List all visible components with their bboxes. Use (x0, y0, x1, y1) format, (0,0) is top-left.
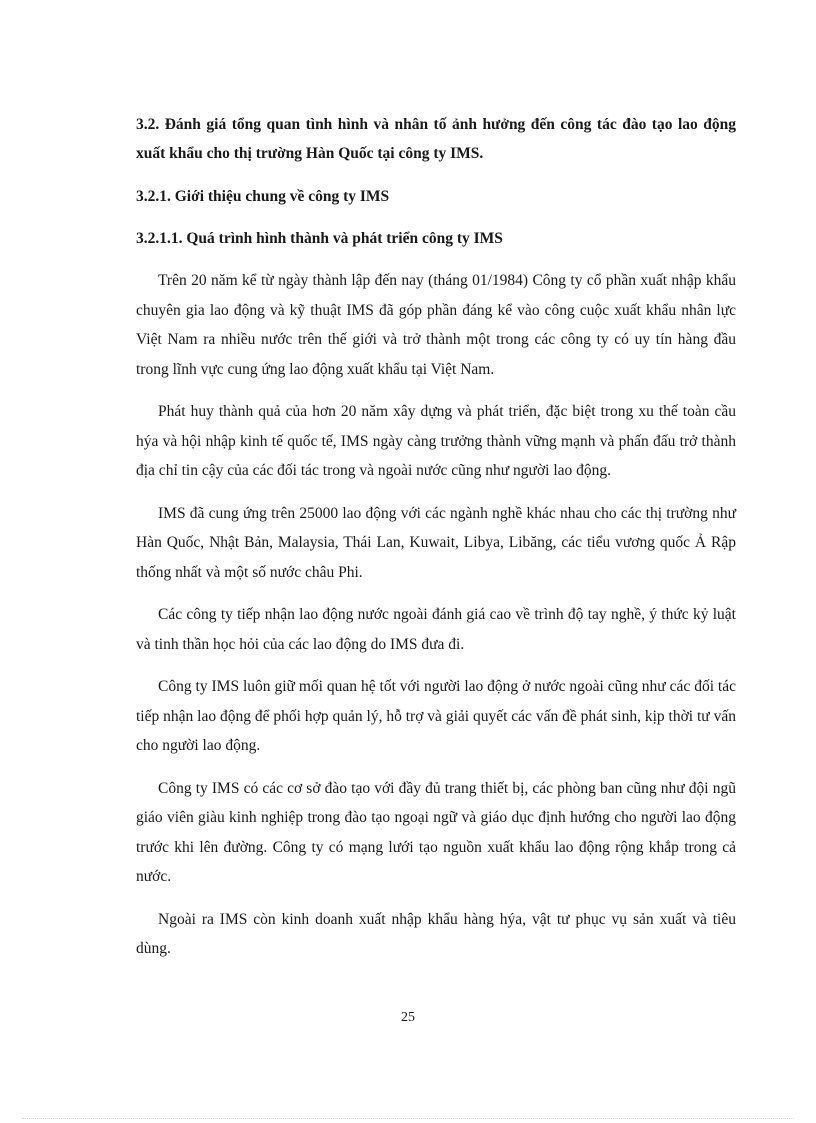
paragraph-trade: Ngoài ra IMS còn kinh doanh xuất nhập khẩu hàng hýa, vật tư phục vụ sản xuất và tiêu dùng. (136, 910, 736, 957)
paragraph-relations: Công ty IMS luôn giữ mối quan hệ tốt với người lao động ở nước ngoài cũng như các đối tác tiếp nhận lao động để phối hợp quản lý, hỗ trợ và giải quyết các vấn đề phát sinh, kịp thời tư vấn cho người lao động. (136, 678, 736, 754)
page-content (136, 110, 736, 977)
paragraph-growth: Phát huy thành quả của hơn 20 năm xây dựng và phát triển, đặc biệt trong xu thế toàn cầu hýa và hội nhập kinh tế quốc tế, IMS ngày càng trưởng thành vững mạnh và phấn đấu trở thành địa chỉ tin cậy của các đối tác trong và ngoài nước cũng như người lao động. (136, 403, 736, 479)
paragraph-history: Trên 20 năm kể từ ngày thành lập đến nay (tháng 01/1984) Công ty cổ phần xuất nhập khẩu chuyên gia lao động và kỹ thuật IMS đã góp phần đáng kể vào công cuộc xuất khẩu nhân lực Việt Nam ra nhiều nước trên thế giới và trở thành một trong các công ty có uy tín hàng đầu trong lĩnh vực cung ứng lao động xuất khẩu tại Việt Nam. (136, 272, 736, 378)
paragraph-evaluation: Các công ty tiếp nhận lao động nước ngoài đánh giá cao về trình độ tay nghề, ý thức kỷ luật và tinh thần học hỏi của các lao động do IMS đưa đi. (136, 606, 736, 653)
paragraph-training: Công ty IMS có các cơ sở đào tạo với đầy đủ trang thiết bị, các phòng ban cũng như đội ngũ giáo viên giàu kinh nghiệp trong đào tạo ngoại ngữ và giáo dục định hướng cho người lao động trước khi lên đường. Công ty có mạng lưới tạo nguồn xuất khẩu lao động rộng khắp trong cả nước. (136, 779, 736, 885)
page-bottom-divider (22, 1118, 794, 1119)
paragraph-markets: IMS đã cung ứng trên 25000 lao động với các ngành nghề khác nhau cho các thị trường như Hàn Quốc, Nhật Bản, Malaysia, Thái Lan, Kuwait, Libya, Libăng, các tiểu vương quốc Ả Rập thống nhất và một số nước châu Phi. (136, 504, 736, 581)
subsection-heading: 3.2.1. Giới thiệu chung về công ty IMS (136, 188, 390, 205)
section-heading: 3.2. Đánh giá tổng quan tình hình và nhân tố ảnh hưởng đến công tác đào tạo lao động xuất khẩu cho thị trường Hàn Quốc tại công ty IMS. (136, 116, 736, 162)
page-number: 25 (401, 1010, 415, 1025)
subsubsection-heading: 3.2.1.1. Quá trình hình thành và phát triển công ty IMS (136, 230, 503, 247)
